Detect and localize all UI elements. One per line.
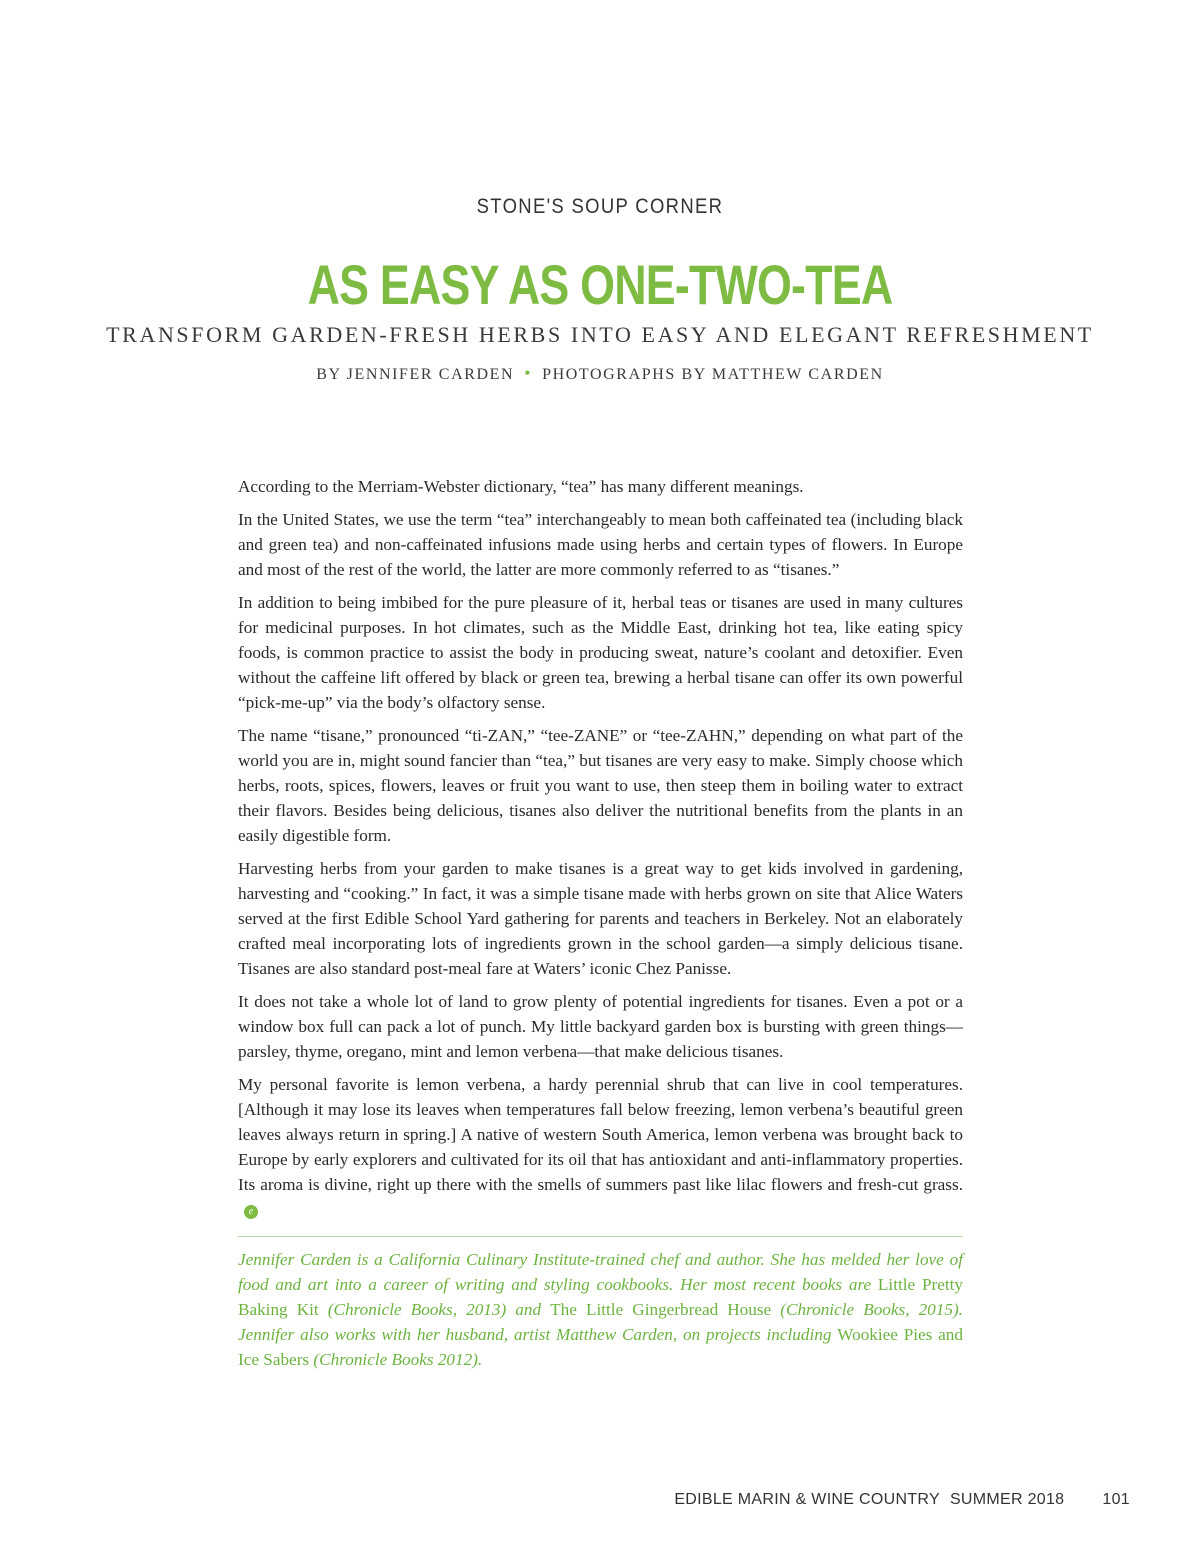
book-title: The Little Gingerbread House bbox=[550, 1300, 772, 1319]
byline-author: BY JENNIFER CARDEN bbox=[316, 366, 515, 383]
bio-text: (Chronicle Books, 2015). Jennifer also works with her husband, artist Matthew Carden, on projects including bbox=[238, 1300, 963, 1344]
paragraph-last bbox=[238, 1072, 963, 1222]
book-title: Little Pretty Baking Kit bbox=[238, 1275, 963, 1319]
article-body bbox=[238, 474, 963, 1230]
paragraph: In addition to being imbibed for the pure pleasure of it, herbal teas or tisanes are used in many cultures for medicinal purposes. In hot climates, such as the Middle East, drinking hot tea, like eating spicy foods, is common practice to assist the body in producing sweat, nature’s coolant and detoxifier. Even without the caffeine lift offered by black or green tea, brewing a herbal tisane can offer its own powerful “pick-me-up” via the body’s olfactory sense. bbox=[238, 593, 963, 712]
byline-photographer: PHOTOGRAPHS BY MATTHEW CARDEN bbox=[542, 366, 884, 383]
bio-text: (Chronicle Books, 2013) and bbox=[318, 1300, 551, 1319]
end-mark-icon: e bbox=[244, 1205, 258, 1219]
paragraph-text: My personal favorite is lemon verbena, a hardy perennial shrub that can live in cool temperatures. [Although it may lose its leaves when temperatures fall below freezing, lemon verbena’s beautiful green leaves always return in spring.] A native of western South America, lemon verbena was brought back to Europe by early explorers and cultivated for its oil that has antioxidant and anti-inflammatory properties. Its aroma is divine, right up there with the smells of summers past like lilac flowers and fresh-cut grass. bbox=[238, 1075, 963, 1194]
book-title: Wookiee Pies and Ice Sabers bbox=[238, 1325, 963, 1369]
author-bio bbox=[238, 1247, 963, 1372]
issue-date: SUMMER 2018 bbox=[949, 1491, 1065, 1508]
paragraph: In the United States, we use the term “tea” interchangeably to mean both caffeinated tea (including black and green tea) and non-caffeinated infusions made using herbs and certain types of flowers. In Europe and most of the rest of the world, the latter are more commonly referred to as “tisanes.” bbox=[238, 510, 963, 579]
paragraph: Harvesting herbs from your garden to make tisanes is a great way to get kids involved in gardening, harvesting and “cooking.” In fact, it was a simple tisane made with herbs grown on site that Alice Waters served at the first Edible School Yard gathering for parents and teachers in Berkeley. Not an elaborately crafted meal incorporating lots of ingredients grown in the school garden—a simply delicious tisane. Tisanes are also standard post-meal fare at Waters’ iconic Chez Panisse. bbox=[238, 859, 963, 978]
paragraph: According to the Merriam-Webster dictionary, “tea” has many different meanings. bbox=[238, 477, 804, 496]
bio-text: Jennifer Carden is a California Culinary Institute-trained chef and author. She has melded her love of food and art into a career of writing and styling cookbooks. Her most recent books are bbox=[238, 1250, 963, 1294]
page-footer bbox=[674, 1491, 1130, 1509]
bio-divider bbox=[238, 1236, 963, 1237]
bio-text: (Chronicle Books 2012). bbox=[309, 1350, 483, 1369]
byline-separator-dot: • bbox=[524, 363, 533, 383]
article-subtitle: TRANSFORM GARDEN-FRESH HERBS INTO EASY AND ELEGANT REFRESHMENT bbox=[106, 322, 1094, 347]
byline bbox=[0, 363, 1200, 384]
section-kicker: STONE'S SOUP CORNER bbox=[476, 195, 724, 218]
publication-name: EDIBLE MARIN & WINE COUNTRY bbox=[674, 1491, 940, 1508]
article-title: AS EASY AS ONE-TWO-TEA bbox=[307, 253, 893, 316]
paragraph: It does not take a whole lot of land to grow plenty of potential ingredients for tisanes. Even a pot or a window box full can pack a lot of punch. My little backyard garden box is bursting with green things—parsley, thyme, oregano, mint and lemon verbena—that make delicious tisanes. bbox=[238, 992, 963, 1061]
paragraph: The name “tisane,” pronounced “ti-ZAN,” “tee-ZANE” or “tee-ZAHN,” depending on what part of the world you are in, might sound fancier than “tea,” but tisanes are very easy to make. Simply choose which herbs, roots, spices, flowers, leaves or fruit you want to use, then steep them in boiling water to extract their flavors. Besides being delicious, tisanes also deliver the nutritional benefits from the plants in an easily digestible form. bbox=[238, 726, 964, 845]
page-number: 101 bbox=[1102, 1491, 1130, 1508]
